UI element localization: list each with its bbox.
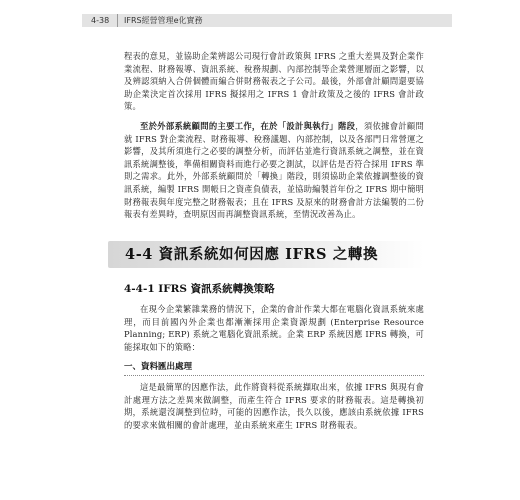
paragraph-2-text: ，須依據會計顧問就 IFRS 對企業流程、財務報導、稅務議題、內部控制，以及各部門日常營運之影響，及其所須進行之必要的調整分析，而評估並進行資訊系統之調整，並在資訊系統調整後，準備相關資料而進行必要之測試，以評估是否符合採用 IFRS 準則之需求。此外，外部系統顧問於「轉換」階段，則須協助企業依據調整後的資訊系統，編製 IFRS 開帳日之資產負債表，並協助編製首年份之 IFRS 期中簡明財務報表與年度完整之財務報表；且在 IFRS 及原來的財務會計方法編製的二份報表有差異時，查明原因而再調整資訊系統，至情況改善為止。: [124, 121, 424, 220]
list-heading-rule: [124, 375, 424, 376]
paragraph-1: 程表的意見，並協助企業辨認公司現行會計政策與 IFRS 之重大差異及對企業作業流程、財務報導、資訊系統、稅務規劃、內部控制等企業營運層面之影響，以及辨認須納入合併個體而編合併財務報表之子公司。最後，外部會計顧問還要協助企業決定首次採用 IFRS 擬採用之 IFRS 1 會計政策及之後的 IFRS 會計政策。: [124, 51, 424, 112]
list-item-paragraph: 這是最簡單的因應作法，此作將資料從系統擷取出來，依據 IFRS 與現有會計處理方法之差異來做調整，而產生符合 IFRS 要求的財務報表。這是轉換初期，系統還沒調整到位時，可能的因應作法，長久以後，應該由系統依據 IFRS 的要求來做相關的會計處理，並由系統來產生 IFRS 財務報表。: [124, 382, 424, 430]
paragraph-2: [124, 120, 424, 221]
header-divider: [117, 14, 118, 27]
list-item-heading: 一、資料匯出處理: [124, 362, 193, 372]
subsection-heading: 4-4-1 IFRS 資訊系統轉換策略: [124, 283, 275, 295]
running-header-title: IFRS經營管理e化實務: [124, 16, 203, 25]
page-number: 4-38: [91, 16, 110, 25]
paragraph-2-emphasis: 至於外部系統顧問的主要工作，在於「設計與執行」階段: [140, 121, 356, 131]
subsection-paragraph: 在現今企業繁雜業務的情況下，企業的會計作業大都在電腦化資訊系統來處理，而目前國內外企業也都漸漸採用企業資源規劃 (Enterprise Resource Planning; ERP) 系統之電腦化資訊系統。企業 ERP 系統因應 IFRS 轉換，可能採取如下的策略：: [124, 304, 424, 352]
section-heading: 4-4 資訊系統如何因應 IFRS 之轉換: [125, 246, 379, 263]
